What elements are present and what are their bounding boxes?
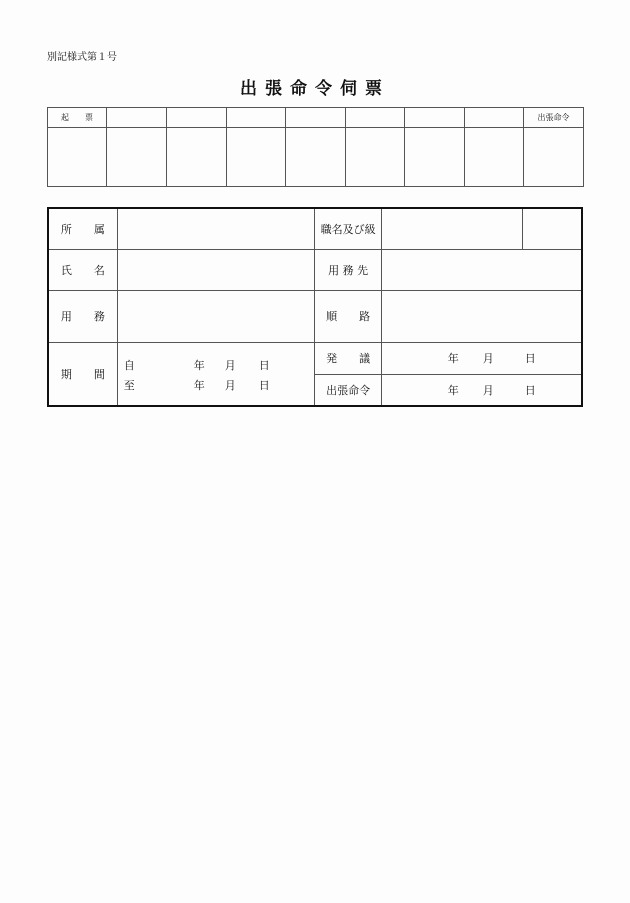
business-field[interactable] <box>117 290 315 342</box>
stamp-box[interactable] <box>286 128 346 187</box>
order-year: 年 <box>447 383 459 397</box>
period-label: 期 間 <box>48 342 117 406</box>
route-field[interactable] <box>381 290 582 342</box>
period-from-year: 年 <box>193 358 205 372</box>
trip-order-form <box>47 207 583 407</box>
destination-field[interactable] <box>381 249 582 290</box>
name-field[interactable] <box>117 249 315 290</box>
proposal-day: 日 <box>524 352 536 366</box>
stamp-header-cell <box>107 108 167 128</box>
stamp-header-cell <box>405 108 465 128</box>
approval-stamp-table <box>47 107 584 187</box>
stamp-box[interactable] <box>465 128 524 187</box>
proposal-year: 年 <box>447 352 459 366</box>
affiliation-field[interactable] <box>117 208 315 249</box>
form-number: 別記様式第１号 <box>47 52 117 63</box>
stamp-header-drafter: 起 票 <box>48 108 107 128</box>
stamp-box[interactable] <box>48 128 107 187</box>
period-from-day: 日 <box>258 358 270 372</box>
proposal-date-field[interactable] <box>381 342 582 374</box>
order-date-field[interactable] <box>381 374 582 405</box>
stamp-header-cell <box>346 108 405 128</box>
stamp-header-cell <box>167 108 227 128</box>
stamp-box[interactable] <box>346 128 405 187</box>
name-label: 氏 名 <box>48 249 117 290</box>
position-label: 職名及び級 <box>315 208 381 249</box>
proposal-month: 月 <box>482 352 494 366</box>
order-label: 出張命令 <box>315 374 381 405</box>
stamp-box[interactable] <box>524 128 584 187</box>
affiliation-label: 所 属 <box>48 208 117 249</box>
period-from-label: 自 <box>123 358 135 372</box>
page-title: 出張命令伺票 <box>240 79 390 99</box>
stamp-header-order: 出張命令 <box>524 108 584 128</box>
route-label: 順 路 <box>315 290 381 342</box>
stamp-header-cell <box>465 108 524 128</box>
stamp-box[interactable] <box>405 128 465 187</box>
order-month: 月 <box>482 383 494 397</box>
period-to-label: 至 <box>123 378 135 392</box>
proposal-label: 発 議 <box>315 342 381 374</box>
order-day: 日 <box>524 383 536 397</box>
grade-field[interactable] <box>523 208 582 249</box>
position-field[interactable] <box>381 208 523 249</box>
stamp-box[interactable] <box>167 128 227 187</box>
destination-label: 用 務 先 <box>315 249 381 290</box>
stamp-header-cell <box>286 108 346 128</box>
period-to-month: 月 <box>224 378 236 392</box>
period-to-year: 年 <box>193 378 205 392</box>
stamp-header-cell <box>227 108 286 128</box>
period-field[interactable] <box>117 342 315 406</box>
business-label: 用 務 <box>48 290 117 342</box>
period-from-month: 月 <box>224 358 236 372</box>
period-to-day: 日 <box>258 378 270 392</box>
stamp-box[interactable] <box>227 128 286 187</box>
stamp-box[interactable] <box>107 128 167 187</box>
